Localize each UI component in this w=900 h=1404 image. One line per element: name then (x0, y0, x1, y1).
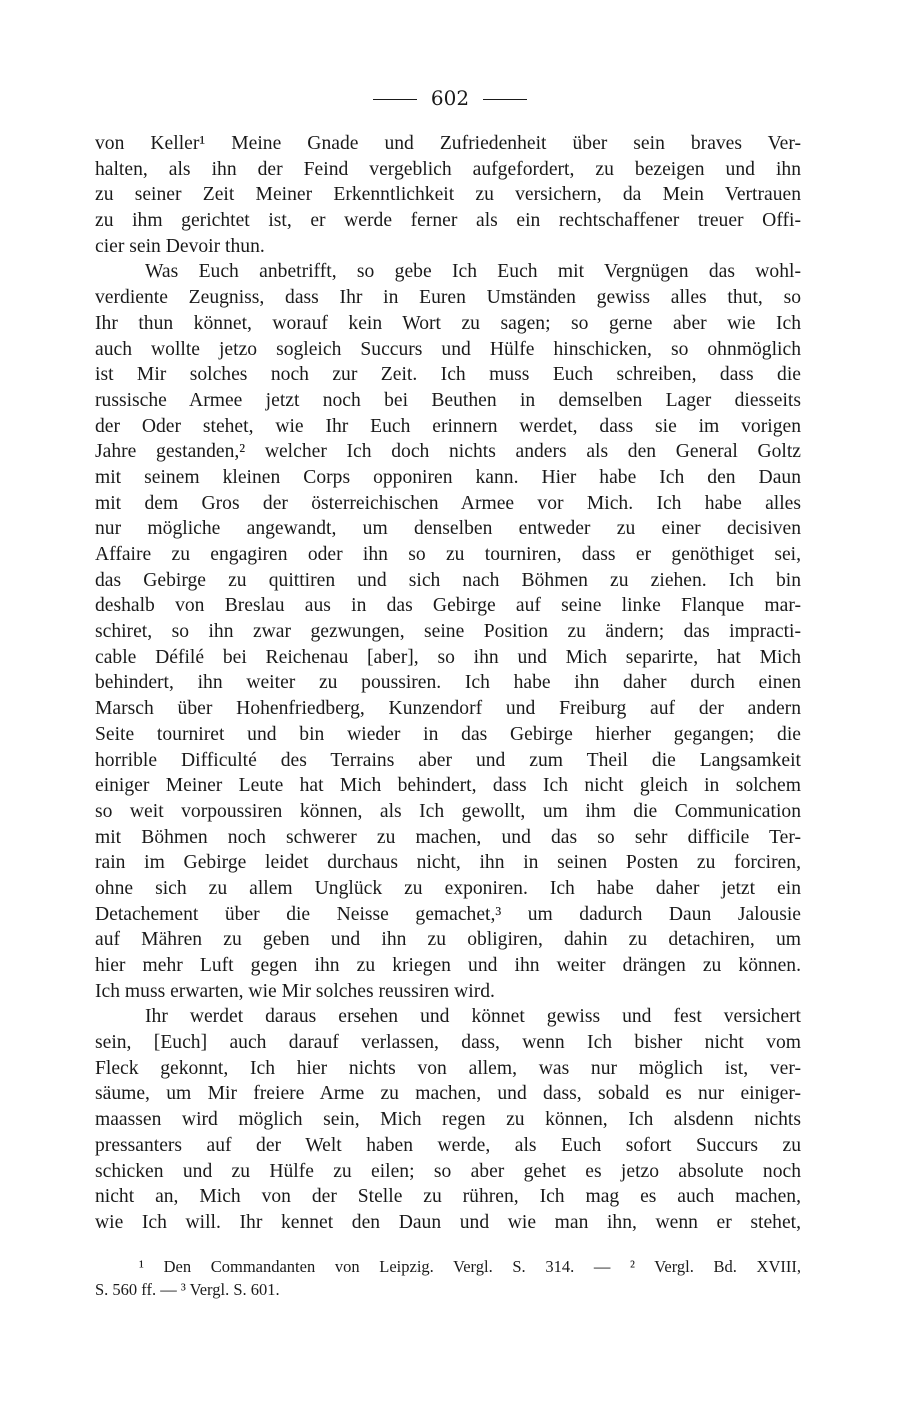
body-line: der Oder stehet, wie Ihr Euch erinnern werdet, dass sie im vorigen (95, 415, 801, 437)
footnotes (95, 1255, 801, 1301)
body-line: wie Ich will. Ihr kennet den Daun und wie man ihn, wenn er stehet, (95, 1211, 801, 1233)
body-line: maassen wird möglich sein, Mich regen zu können, Ich alsdenn nichts (95, 1109, 801, 1131)
body-line: deshalb von Breslau aus in das Gebirge auf seine linke Flanque mar- (95, 595, 801, 617)
body-line: mit Böhmen noch schwerer zu machen, und das so sehr difficile Ter- (95, 826, 801, 848)
body-line: verdiente Zeugniss, dass Ihr in Euren Umständen gewiss alles thut, so (95, 287, 801, 309)
body-line: einiger Meiner Leute hat Mich behindert, dass Ich nicht gleich in solchem (95, 775, 801, 797)
body-line: Jahre gestanden,² welcher Ich doch nichts anders als den General Goltz (95, 441, 801, 463)
body-line: von Keller¹ Meine Gnade und Zufriedenheit über sein braves Ver- (95, 133, 801, 154)
body-line: cier sein Devoir thun. (95, 235, 265, 257)
body-line: Detachement über die Neisse gemachet,³ um dadurch Daun Jalousie (95, 903, 801, 925)
body-line: halten, als ihn der Feind vergeblich aufgefordert, zu bezeigen und ihn (95, 158, 801, 180)
body-text (95, 131, 801, 1236)
page-header (0, 84, 900, 112)
body-line: rain im Gebirge leidet durchaus nicht, ihn in seinen Posten zu forciren, (95, 852, 801, 874)
body-line: säume, um Mir freiere Arme zu machen, und dass, sobald es nur einiger- (95, 1083, 801, 1105)
footnote-line: ¹ Den Commandanten von Leipzig. Vergl. S. 314. — ² Vergl. Bd. XVIII, (139, 1257, 801, 1276)
body-line: mit seinem kleinen Corps opponiren kann. Hier habe Ich den Daun (95, 466, 801, 488)
body-line: zu seiner Zeit Meiner Erkenntlichkeit zu versichern, da Mein Vertrauen (95, 184, 801, 206)
body-line: das Gebirge zu quittiren und sich nach Böhmen zu ziehen. Ich bin (95, 569, 801, 591)
body-line: nicht an, Mich von der Stelle zu rühren, Ich mag es auch machen, (95, 1186, 801, 1208)
header-dash-right (483, 99, 527, 100)
footnote-line: S. 560 ff. — ³ Vergl. S. 601. (95, 1280, 280, 1299)
body-line: russische Armee jetzt noch bei Beuthen in demselben Lager diesseits (95, 389, 801, 411)
body-line: Ihr thun könnet, worauf kein Wort zu sagen; so gerne aber wie Ich (95, 312, 801, 334)
header-dash-left (373, 99, 417, 100)
body-line: schiret, so ihn zwar gezwungen, seine Position zu ändern; das impracti- (95, 621, 801, 643)
body-line: cable Défilé bei Reichenau [aber], so ihn und Mich separirte, hat Mich (95, 646, 801, 668)
body-line: Ihr werdet daraus ersehen und könnet gewiss und fest versichert (145, 1006, 801, 1028)
body-line: schicken und zu Hülfe zu eilen; so aber gehet es jetzo absolute noch (95, 1160, 801, 1182)
body-line: ist Mir solches noch zur Zeit. Ich muss Euch schreiben, dass die (95, 364, 801, 386)
page-number: 602 (430, 86, 470, 110)
body-line: hier mehr Luft gegen ihn zu kriegen und ihn weiter drängen zu können. (95, 955, 801, 976)
body-line: auch wollte jetzo sogleich Succurs und Hülfe hinschicken, so ohnmöglich (95, 338, 801, 360)
body-line: so weit vorpoussiren können, als Ich gewollt, um ihm die Communication (95, 800, 801, 822)
body-line: behindert, ihn weiter zu poussiren. Ich habe ihn daher durch einen (95, 672, 801, 694)
body-line: auf Mähren zu geben und ihn zu obligiren, dahin zu detachiren, um (95, 929, 801, 951)
body-line: nur mögliche angewandt, um denselben entweder zu einer decisiven (95, 518, 801, 540)
body-line: Marsch über Hohenfriedberg, Kunzendorf und Freiburg auf der andern (95, 698, 801, 720)
body-line: horrible Difficulté des Terrains aber und zum Theil die Langsamkeit (95, 749, 801, 771)
body-line: zu ihm gerichtet ist, er werde ferner als ein rechtschaffener treuer Offi- (95, 210, 801, 232)
body-line: Ich muss erwarten, wie Mir solches reussiren wird. (95, 980, 495, 1002)
body-line: Affaire zu engagiren oder ihn so zu tourniren, dass er genöthiget sei, (95, 544, 801, 565)
body-line: Was Euch anbetrifft, so gebe Ich Euch mit Vergnügen das wohl- (145, 261, 801, 283)
body-line: ohne sich zu allem Unglück zu exponiren. Ich habe daher jetzt ein (95, 877, 801, 899)
body-line: sein, [Euch] auch darauf verlassen, dass, wenn Ich bisher nicht vom (95, 1032, 801, 1054)
body-line: Fleck gekonnt, Ich hier nichts von allem, was nur möglich ist, ver- (95, 1057, 801, 1079)
body-line: Seite tourniret und bin wieder in das Gebirge hierher gegangen; die (95, 723, 801, 745)
body-line: pressanters auf der Welt haben werde, als Euch sofort Succurs zu (95, 1134, 801, 1156)
body-line: mit dem Gros der österreichischen Armee vor Mich. Ich habe alles (95, 492, 801, 514)
